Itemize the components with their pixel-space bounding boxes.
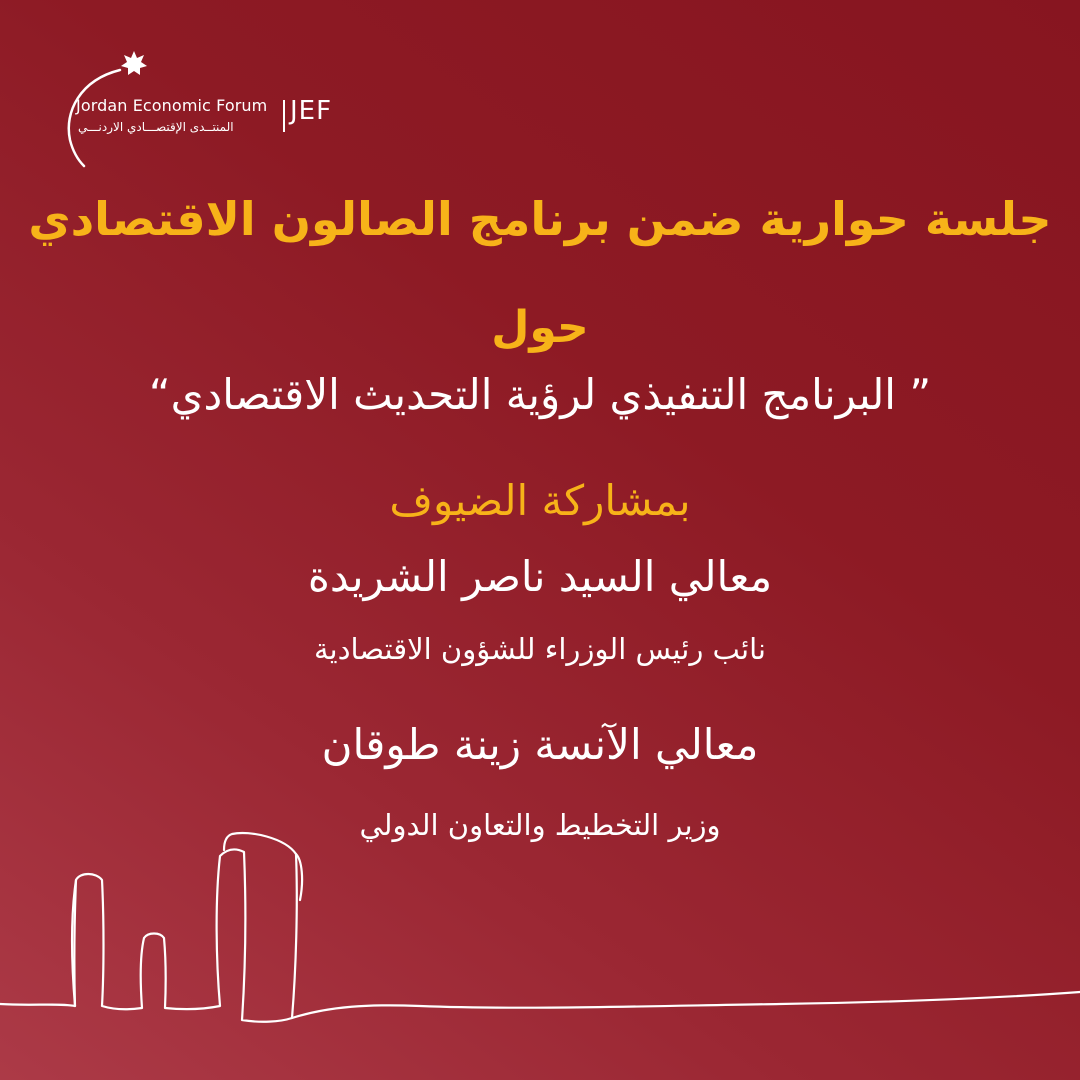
session-topic: ” البرنامج التنفيذي لرؤية التحديث الاقتصادي“ (148, 370, 932, 419)
guests-heading: بمشاركة الضيوف (389, 476, 691, 525)
skyline-outline-illustration (0, 820, 1080, 1080)
guest-role: وزير التخطيط والتعاون الدولي (359, 808, 721, 842)
logo-name-english: Jordan Economic Forum (76, 96, 268, 115)
jordan-star-icon (121, 51, 147, 75)
logo-name-arabic: المنتــدى الإقتصـــادي الاردنـــي (78, 120, 234, 134)
session-headline: جلسة حوارية ضمن برنامج الصالون الاقتصادي (28, 192, 1052, 246)
guest-role: نائب رئيس الوزراء للشؤون الاقتصادية (313, 632, 767, 666)
about-label: حول (491, 302, 589, 353)
guest-name: معالي السيد ناصر الشريدة (307, 552, 773, 601)
logo-divider (283, 100, 285, 132)
guest-name: معالي الآنسة زينة طوقان (321, 720, 759, 769)
jef-logo (60, 42, 360, 182)
logo-abbreviation: JEF (290, 96, 333, 126)
